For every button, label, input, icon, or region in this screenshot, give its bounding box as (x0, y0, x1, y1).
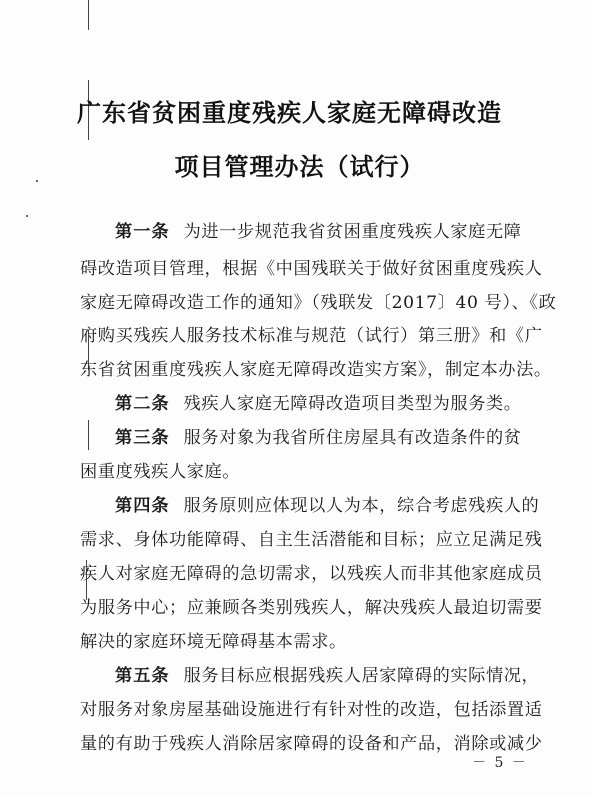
article-5-line-1: 服务目标应根据残疾人居家障碍的实际情况， (183, 666, 540, 686)
article-1-line-1: 为进一步规范我省贫困重度残疾人家庭无障 (183, 222, 522, 242)
article-3-first-line (115, 428, 522, 448)
page-number: － 5 － (472, 755, 528, 771)
article-1-line-2: 碍改造项目管理，根据《中国残联关于做好贫困重度残疾人 (80, 259, 543, 279)
article-4-line-1: 服务原则应体现以人为本，综合考虑残疾人的 (183, 496, 540, 516)
article-4-first-line (115, 496, 540, 516)
article-2-first-line (115, 394, 522, 414)
article-1-label: 第一条 (115, 222, 170, 242)
article-2-line-1: 残疾人家庭无障碍改造项目类型为服务类。 (183, 394, 522, 414)
article-4-line-4: 为服务中心；应兼顾各类别残疾人，解决残疾人最迫切需要 (80, 598, 543, 618)
article-5-first-line (115, 666, 540, 686)
article-3-line-1: 服务对象为我省所住房屋具有改造条件的贫 (183, 428, 522, 448)
article-4-line-3: 疾人对家庭无障碍的急切需求，以残疾人而非其他家庭成员 (80, 564, 543, 584)
article-5-line-2: 对服务对象房屋基础设施进行有针对性的改造，包括添置适 (80, 700, 543, 720)
document-title-line2: 项目管理办法（试行） (174, 153, 425, 181)
article-1-first-line (115, 222, 522, 242)
scan-margin-mark (88, 420, 89, 450)
document-title-line1: 广东省贫困重度残疾人家庭无障碍改造 (77, 99, 502, 127)
article-1-line-4: 府购买残疾人服务技术标准与规范（试行）第三册》和《广 (80, 326, 543, 346)
article-1-line-5: 东省贫困重度残疾人家庭无障碍改造实方案》，制定本办法。 (80, 360, 552, 380)
article-4-line-5: 解决的家庭环境无障碍基本需求。 (80, 632, 347, 652)
article-3-label: 第三条 (115, 428, 170, 448)
article-5-label: 第五条 (115, 666, 170, 686)
article-4-line-2: 需求、身体功能障碍、自主生活潜能和目标；应立足满足残 (80, 530, 543, 550)
article-3-line-2: 困重度残疾人家庭。 (80, 462, 241, 482)
article-5-line-3: 量的有助于残疾人消除居家障碍的设备和产品，消除或减少 (80, 734, 543, 754)
scan-margin-mark (88, 0, 89, 30)
article-2-label: 第二条 (115, 394, 170, 414)
article-1-line-3: 家庭无障碍改造工作的通知》（残联发〔2017〕40 号）、《政 (80, 293, 557, 313)
scan-dot (26, 215, 28, 217)
article-4-label: 第四条 (115, 496, 170, 516)
